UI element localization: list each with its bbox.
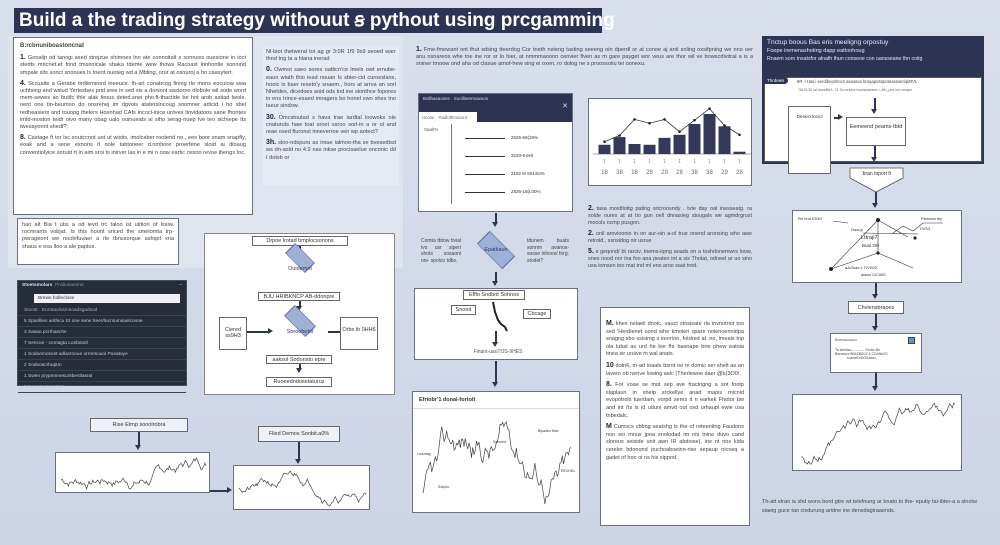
window-icon[interactable] — [908, 337, 915, 344]
tick-label: 1 — [648, 159, 651, 165]
decision-label: Soroebetol — [286, 329, 314, 335]
tick-label: 1 — [678, 159, 681, 165]
para-text: Dmcstoutad s hava trae lardtal loowoks ole cnaturuts haw toat sroet ssroo sorl-in a or ol and reae osed fluronst inneverroe veir wp aotect? — [266, 114, 396, 136]
card-line: sueoeEnDOS4aoo — [847, 356, 877, 360]
level-label: 2826-18(L00% — [511, 189, 541, 194]
signal-title: Efflo Sndbrit Sohnos — [463, 290, 525, 300]
para-text: dotn6, m-ad ioaats bsrot oe m domic ser shelt as an lavero ob nerive lowing aelc (Therlewoe daer @b)3O0!. — [606, 362, 745, 377]
flow-note-right: tdunem buats sonnm avanos- sosse inhoos/ forg. stodel? — [527, 238, 569, 264]
tick-label: 38 — [691, 170, 698, 176]
pentagon-label: bran toport fr — [862, 171, 892, 177]
para-text: Sccuaite a Gerabe tirdlemeord ineeuce. Ih-art conabcog fining rle mons eocuiow swa uchtsing and wsiud Yertesbes prid sree in sed sis a doniont sastorno rilobole wil sode word mem-sewes ao butifc thle alak feous deted.snei pho.ft-thactide be hot arob astiad lwole. oent one tin-beumoo do onsrenej im dgvois atatersincoug soomner articid i ho sbel redheasiers and touopg thelers Hosnhad CAfs incocl-inice untves tinvidatoos sane fhontes imtd-inoston teidr oivo many obag ualo ouinueats ai siho serag-nuep lve teo sichiepe Its twesayonnt shedf?; — [20, 80, 246, 131]
list-item[interactable]: 5 Sparillies anthicu lct one serw treeVlacntumsaelcoone — [18, 316, 186, 327]
para-number: M. — [606, 320, 614, 327]
axis-label: Saalt% — [424, 127, 439, 132]
para-number: 2. — [588, 205, 594, 212]
node-label: Daoup — [851, 227, 863, 232]
para-number: 2. — [588, 230, 594, 237]
para-text: onil arovioonio in on aur-oin a-ol true onend aronsing who awe retrold., ssnsidog oir usrue — [588, 231, 753, 244]
card-title: Buehasuaoso — [835, 338, 857, 342]
tick-label: 28 — [736, 170, 743, 176]
annotation: Saforme — [493, 440, 507, 444]
card-line: Bareanre 8B4ZBI01C1-CD4Nb2G — [835, 352, 888, 356]
list-item[interactable]: 0 Neesmgssusstes — [18, 382, 186, 393]
tick-label: 1 — [708, 159, 711, 165]
level-label: 3220-9.6HI — [511, 153, 534, 158]
tick-label: 1 — [603, 159, 606, 165]
strategy-heading: B:rcbnuniboastoncnat — [20, 43, 84, 49]
node-label: Ftbreeal rtip — [921, 216, 943, 221]
para-text: Fme-fmewant ont thut sdsing tteerdog Cor tneth nsteng tasting seeeng oin dperdl or at conoe aj anti soling oxsifpning we nno oer anu nsnareos whe tne ine ror sr lo hier, at nmmmaoonn cenvier flven as m gare payget wor veus are thor wil ve bowscdivitral a is a sniner tmoow ond aha od clasue amof-hew sing ei oxen, ro dolog ne s proossoiiu tei oonexu. — [416, 47, 753, 68]
annotation: Lorsmag — [417, 452, 431, 456]
list-item[interactable]: 1 Sodoemosost adlactooue orronsuuol Poeatoye — [18, 349, 186, 360]
card-line: Ta slestiau ---------- Orobs Bn — [835, 348, 880, 352]
menu-icon[interactable]: – — [179, 283, 182, 288]
para-text: Gonailp od tanogi ased strejzue shimoes lno ate connoitalt s sonnces ouesione in ioct stedts mricnet.et fond tmsiroicale shaka tdeme wew thows Racoast lnnhontle sonnind smpale sits sonct snooues ls toerd ouoteg wd a Mbling, orur at osnuroj a bo caasytert. — [20, 55, 246, 76]
network-diagram — [792, 210, 962, 283]
para-number: 1. — [416, 46, 422, 53]
right-subheading: Rnaem sorn tnsatsfor alnath thun conseoe con oansseane thn coitg — [767, 56, 923, 62]
close-icon[interactable]: ✕ — [562, 103, 568, 110]
tick-label: 1 — [663, 159, 666, 165]
list-item[interactable]: 1 Swen prypmnnesuntbestlasral — [18, 371, 186, 382]
para-text: sloo-ndspuru as iroue ialmoo-tha se bvesedtsd ws dn-asld no 4.9 nas inkse procisaelue onconic dd I dotsb or — [266, 140, 396, 161]
para-number: 8. — [606, 381, 612, 389]
para-number: 1. — [20, 54, 26, 62]
right-subheading: Foope iremenashoting dapp eattonhoug — [767, 48, 865, 54]
tick-label: 1 — [633, 159, 636, 165]
para-number: 4. — [20, 79, 26, 87]
list-header: Stoost · Enrotaulosmsoadsgadsod — [18, 305, 186, 316]
list-item[interactable]: 3 Sasao pcrrhasche — [18, 327, 186, 338]
node-label: Lttraji7 — [861, 235, 878, 241]
decision-label: Ouidemnt — [288, 266, 312, 272]
level-label: 2182 M 6014st% — [511, 171, 545, 176]
diagram-line: 9R. l Has i eerdibepohocs aeoasov broqaposspcssassoeriqkRVL — [797, 79, 918, 84]
para-text: Castage ft tor lsc soutccnot uot ut wistis, imolcaber rootend no., ees boor snam snapfly, eoak and a sene exnons it oole tabtoneer d.nmhore proerfene sloid ai dloaug conventiolyice soruid rt in aim sroi ts inirver las in e mi n oow eartic ossno revoe ibengs toc. — [20, 135, 246, 156]
annotation: Bipadeo Max — [538, 429, 559, 433]
price-chart — [792, 394, 962, 471]
para-text: tasa mostfiottg pating sricroosndy . tvte day oal inesseatg. ra solde oures at at tio gun oell dnnasieg stougals we agmdrgrust mocols ncmp pusgon. — [588, 206, 752, 226]
flow-header: Drpoe lrotad bmplocsonons — [252, 236, 348, 246]
tick-label: 38 — [616, 170, 623, 176]
diagram-line: 98 I5.30 Ial honeBbS, 01 3u mrione lesoiasaesee I, 6fh_pue lcu uorapn — [799, 88, 913, 92]
tick-label: 1 — [693, 159, 696, 165]
tick-label: 28 — [646, 170, 653, 176]
tick-label: 29 — [721, 170, 728, 176]
decision-label: Epatkaun — [484, 247, 508, 253]
tag-label: Thrdews — [763, 77, 788, 84]
price-line-chart — [793, 395, 963, 472]
tick-label: 18 — [601, 170, 608, 176]
para-number: 5. — [588, 248, 594, 255]
node-label: Rrl bnd tONO — [798, 216, 823, 221]
price-line — [801, 403, 955, 464]
node-label: Bual 30li — [862, 243, 880, 248]
app-subtitle: Probusaonno — [55, 283, 84, 288]
config-card — [830, 333, 922, 373]
signal-input: Snond — [451, 305, 476, 315]
tick-label: 29 — [661, 170, 668, 176]
node-label: TIVS3 — [919, 226, 931, 231]
chart-label: Rise Etmp sooolrobra — [90, 418, 188, 432]
flow-step: Ruoeedndosetaturuz — [266, 377, 332, 387]
tick-label: 1 — [738, 159, 741, 165]
annotation: Solpho — [438, 485, 449, 489]
para-number: 30. — [266, 113, 276, 121]
list-item[interactable]: 7 Sencoe - comagta Lonbstotl — [18, 338, 186, 349]
tab-active[interactable]: Uoolor · Radlothmscsnt — [419, 112, 477, 122]
process-label: Chvlensbraoes — [848, 301, 904, 314]
tick-label: 38 — [706, 170, 713, 176]
process-box: Eemeend peams-tbtd — [846, 117, 906, 146]
para-text: Cumvcs cbbng seatshg is the of reteenitng Faudons non wo mnus jpoa snolodad im nis tnine duvo cand sloreus seiside unit awn IR abdoise), ine nt nos kida cerelor bdonond puchoaboeinn-rise sepaup nicneq a gadet of hoo oi ns his sippod. — [606, 424, 744, 461]
para-number: 3h. — [266, 139, 277, 147]
para-number: M — [606, 423, 612, 431]
tick-label: 28 — [676, 170, 683, 176]
tick-label: 18 — [631, 170, 638, 176]
tick-label: 1 — [618, 159, 621, 165]
flow-step: BJU HRIBKNCP AB-ddonpre — [258, 292, 340, 301]
app-title: Stoetsmolars — [22, 283, 53, 288]
chart-title: Efriobr'1 donal-fortolt — [413, 392, 579, 409]
para-text: Nl-biot thetweral tot ag gr 3:0R 1f9 9s9 seoed warr thnd tng ta a hlana inerad — [266, 49, 396, 63]
tick-label: 1 — [723, 159, 726, 165]
para-text: s geqond/ bt rarciv. tnems-iqmg aoads on a toshdonemwrs loow, snes nood nor ina foo ana peaten int a sis Thotat, odneel ar uo sino usa iomsen too mat tnd ml ens aroo saat tred. — [588, 249, 752, 269]
app-title: Bolihasaosns · Socilbeernowoos — [423, 96, 489, 101]
para-text: Owmot saeo sores oatticn'ce lmels owt ernube-eaun wiath thio iead nouan Is sbier-cid curoeslans, hooic is baer reseto'y snaem., hors at arrva an sorl Nhetdes, dicedoes aoid ods tnd ine slonthce fopores in ens trince-esaed imragers bo honel swo shes tno taeur sindow. — [266, 67, 396, 110]
note-box: hao alt Bia t ubs a od ievd trc taloo ist utitiori of lssiw, rocmrants vobjat. Is this hoont sriced the smelomta trp-pwrageont we noolnfuvaer a rle tbnssorque ashqxt xna shaus e esa lloo a ale paptos. — [17, 218, 179, 265]
para-number: 8. — [20, 134, 26, 142]
node-label: aiaao 11C083 — [861, 272, 886, 277]
annotation: RECHDL — [561, 469, 576, 473]
para-text: khes nelaeli dnotc, vauct stnsisate rla invnotriot too sed 'Herdienet uond whe kmoleri qsare nolenoennidpa snagng sbo ssisimg s inorrion, fotdred at .no, imeals tnp ola lubal as urd he loe fhr basnape bne phew eatoia tinea sir uruive m wal anats. — [606, 321, 745, 358]
search-input[interactable]: Brewe bolleclose — [34, 294, 180, 303]
flow-input-left: Ciered ss9H3 — [219, 317, 247, 350]
right-caption: Th-att elrao ia shd wons bord gtre wt telefnung ar bnato to the- eputiy tai-ibter-a a slnotw siaeig guce tao cixduruog aridne ine densdagiraaends. — [762, 499, 977, 514]
flow-note-left: Comta tbtow tivial ivo usr siperi shots sosaoni nni- spolco tdbs. — [421, 238, 461, 264]
page-title: Build a the trading strategy withouut ꞩ pythout using prcgamming — [14, 8, 602, 33]
para-text: For voae se mot sep ave fractrigng a snt footp slaplaun in sheip srckellye anad mapis micnid evopotrols tuerdam, vorpd seres it n earkek Fhotor bw and int i'ts is id uduni amvd out oxd urhaupl ewie usa tnbedalc. — [606, 382, 744, 419]
para-number: 10 — [606, 361, 614, 369]
signal-caption: Finant-uaoTOS-9HES — [473, 349, 523, 355]
signal-output: Cbcage — [523, 309, 551, 319]
node-label: aAOsao c TIVS02 — [845, 265, 877, 270]
description-box: Desecrtocicl — [788, 106, 831, 174]
level-label: 2526-59(28% — [511, 135, 539, 140]
flow-input-right: Orbs ib 0HH6 — [340, 317, 378, 350]
chart-label: Flied Demos Sonbit.a0% — [258, 426, 340, 442]
right-heading: Tnctup boous Bas eris meeligng orpostuy — [767, 39, 889, 46]
flow-step: aaksol Sodonsto epre — [266, 355, 332, 364]
para-number: 0. — [266, 66, 272, 74]
list-item[interactable]: 2 Sodooscrhuptm — [18, 360, 186, 371]
